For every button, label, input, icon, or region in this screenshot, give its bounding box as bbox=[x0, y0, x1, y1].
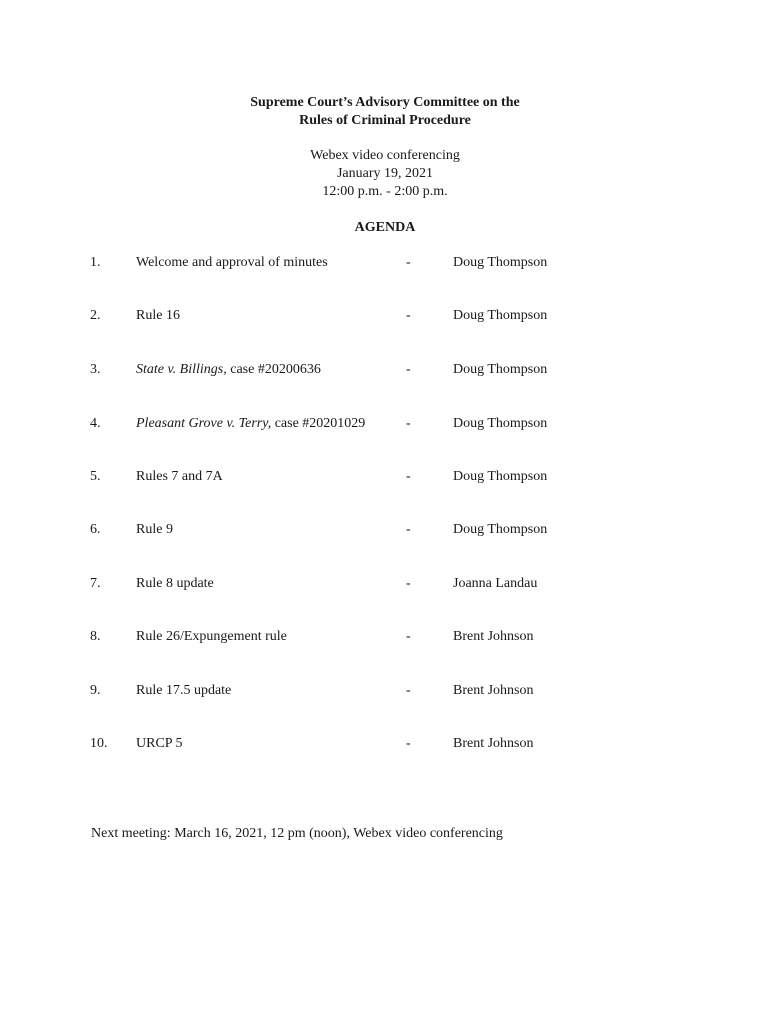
item-topic bbox=[136, 574, 214, 594]
item-dash: - bbox=[406, 522, 411, 537]
item-dash: - bbox=[406, 255, 411, 270]
item-number: 9. bbox=[90, 683, 101, 698]
meeting-info bbox=[0, 147, 770, 201]
item-dash: - bbox=[406, 308, 411, 323]
document-title bbox=[0, 94, 770, 130]
item-topic-text: Rule 8 update bbox=[136, 576, 214, 591]
item-topic bbox=[136, 520, 173, 540]
agenda-item bbox=[0, 253, 770, 273]
item-number: 6. bbox=[90, 522, 101, 537]
item-topic bbox=[136, 360, 321, 380]
item-topic-suffix: case #20201029 bbox=[271, 416, 366, 431]
item-presenter: Joanna Landau bbox=[453, 576, 538, 591]
item-number: 4. bbox=[90, 416, 101, 431]
item-presenter: Doug Thompson bbox=[453, 255, 548, 270]
agenda-item bbox=[0, 681, 770, 701]
item-number: 7. bbox=[90, 576, 101, 591]
item-topic bbox=[136, 627, 287, 647]
item-topic-text: Rules 7 and 7A bbox=[136, 469, 223, 484]
item-topic-italic: State v. Billings, bbox=[136, 362, 227, 377]
title-line-2: Rules of Criminal Procedure bbox=[299, 113, 471, 128]
item-number: 1. bbox=[90, 255, 101, 270]
item-number: 3. bbox=[90, 362, 101, 377]
item-topic bbox=[136, 681, 231, 701]
item-topic bbox=[136, 414, 365, 434]
item-dash: - bbox=[406, 736, 411, 751]
meeting-date: January 19, 2021 bbox=[336, 166, 434, 181]
item-number: 10. bbox=[90, 736, 108, 751]
agenda-item bbox=[0, 306, 770, 326]
item-presenter: Brent Johnson bbox=[453, 629, 534, 644]
item-topic bbox=[136, 253, 328, 273]
agenda-item bbox=[0, 734, 770, 754]
item-presenter: Brent Johnson bbox=[453, 736, 534, 751]
item-presenter: Doug Thompson bbox=[453, 469, 548, 484]
agenda-heading: AGENDA bbox=[354, 220, 416, 235]
item-dash: - bbox=[406, 629, 411, 644]
item-dash: - bbox=[406, 416, 411, 431]
agenda-item bbox=[0, 574, 770, 594]
item-presenter: Doug Thompson bbox=[453, 362, 548, 377]
item-topic bbox=[136, 467, 223, 487]
item-presenter: Doug Thompson bbox=[453, 416, 548, 431]
item-number: 2. bbox=[90, 308, 101, 323]
item-presenter: Doug Thompson bbox=[453, 308, 548, 323]
item-topic-italic: Pleasant Grove v. Terry, bbox=[136, 416, 272, 431]
item-presenter: Brent Johnson bbox=[453, 683, 534, 698]
meeting-time: 12:00 p.m. - 2:00 p.m. bbox=[322, 184, 448, 199]
agenda-item bbox=[0, 360, 770, 380]
agenda-item bbox=[0, 520, 770, 540]
agenda-item bbox=[0, 467, 770, 487]
item-topic-text: Rule 17.5 update bbox=[136, 683, 232, 698]
next-meeting-note: Next meeting: March 16, 2021, 12 pm (noon), Webex video conferencing bbox=[91, 826, 503, 841]
item-topic bbox=[136, 306, 180, 326]
item-dash: - bbox=[406, 362, 411, 377]
item-topic-text: Welcome and approval of minutes bbox=[136, 255, 328, 270]
item-dash: - bbox=[406, 683, 411, 698]
meeting-venue: Webex video conferencing bbox=[310, 148, 460, 163]
item-topic bbox=[136, 734, 183, 754]
agenda-item bbox=[0, 414, 770, 434]
item-topic-text: URCP 5 bbox=[136, 736, 183, 751]
title-line-1: Supreme Court’s Advisory Committee on the bbox=[250, 95, 520, 110]
item-dash: - bbox=[406, 469, 411, 484]
item-topic-text: Rule 16 bbox=[136, 308, 180, 323]
item-topic-text: Rule 26/Expungement rule bbox=[136, 629, 287, 644]
item-presenter: Doug Thompson bbox=[453, 522, 548, 537]
agenda-item bbox=[0, 627, 770, 647]
item-topic-text: Rule 9 bbox=[136, 522, 173, 537]
item-topic-suffix: case #20200636 bbox=[226, 362, 321, 377]
item-dash: - bbox=[406, 576, 411, 591]
item-number: 8. bbox=[90, 629, 101, 644]
item-number: 5. bbox=[90, 469, 101, 484]
